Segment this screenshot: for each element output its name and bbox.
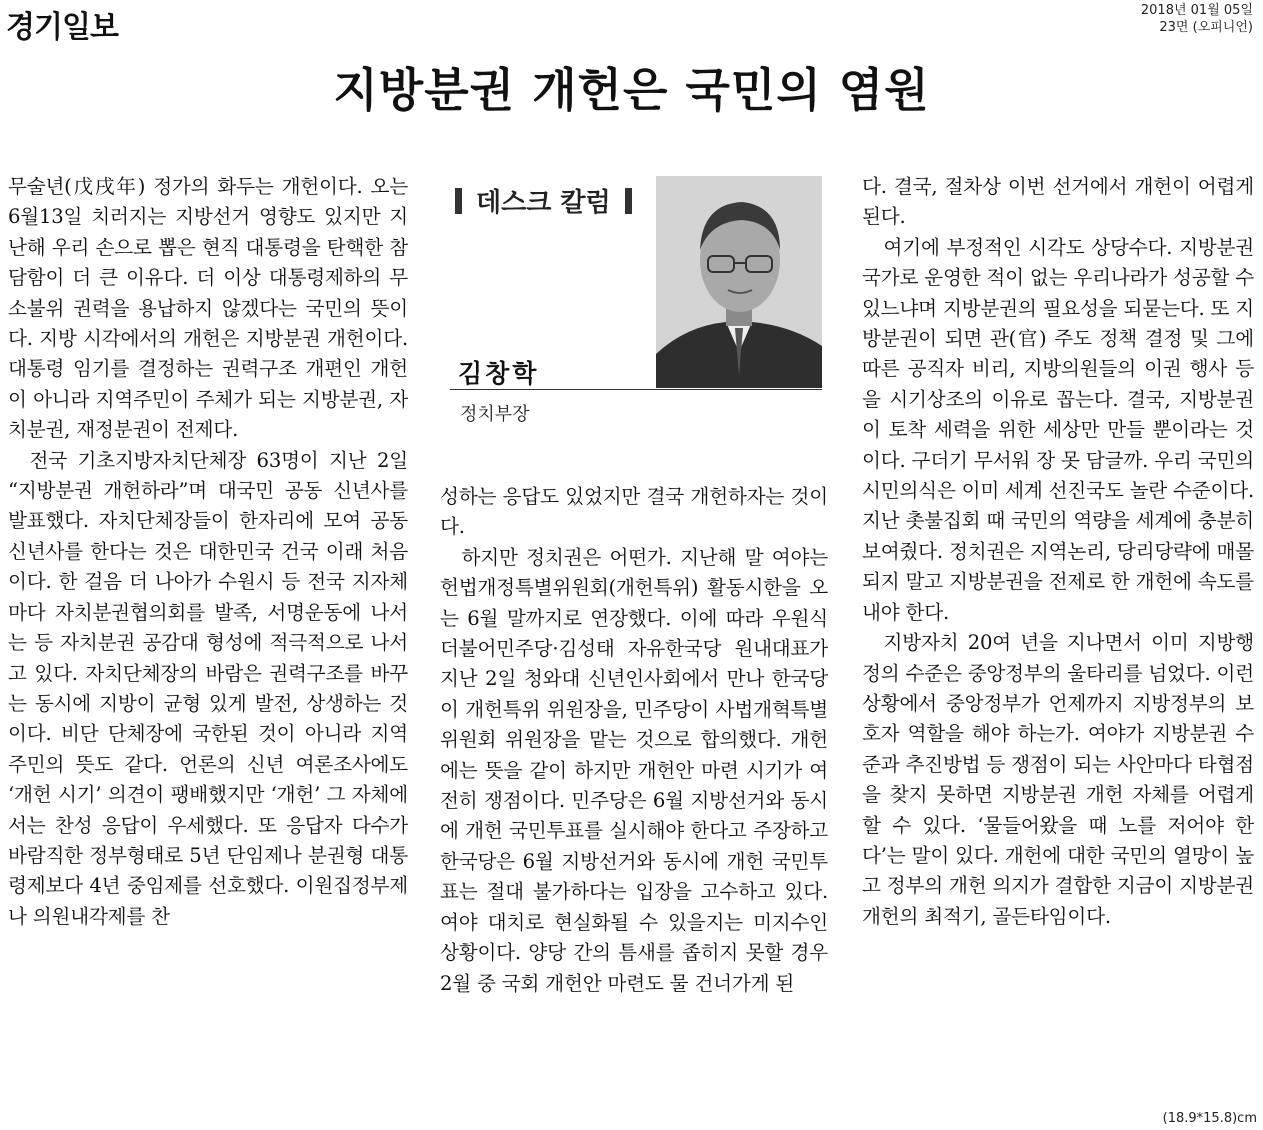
column-label-text: 데스크 칼럼 xyxy=(476,188,611,218)
paragraph: 하지만 정치권은 어떤가. 지난해 말 여야는 헌법개정특별위원회(개헌특위) 활동시한을 오는 6월 말까지로 연장했다. 이에 따라 우원식 더불어민주당·김성태 자유한국당 원내대표가 지난 2일 청와대 신년인사회에서 만나 한국당이 개헌특위 위원장을, 민주당이 사법개혁특별위원회 위원장을 맡는 것으로 합의했다. 개헌에는 뜻을 같이 하지만 개헌안 마련 시기가 여전히 쟁점이다. 민주당은 6월 지방선거와 동시에 개헌 국민투표를 실시해야 한다고 주장하고 한국당은 6월 지방선거와 동시에 개헌 국민투표는 절대 불가하다는 입장을 고수하고 있다. 여야 대치로 현실화될 수 있을지는 미지수인 상황이다. 양당 간의 틈새를 좁히지 못할 경우 2월 중 국회 개헌안 마련도 물 건너가게 된 xyxy=(440,545,828,995)
article-size-note: (18.9*15.8)cm xyxy=(1162,1111,1257,1126)
author-title: 정치부장 xyxy=(460,404,530,425)
label-bar-left xyxy=(455,188,462,214)
column-label xyxy=(455,182,632,219)
paragraph: 여기에 부정적인 시각도 상당수다. 지방분권 국가로 운영한 적이 없는 우리나라가 성공할 수 있느냐며 지방분권의 필요성을 되묻는다. 또 지방분권이 되면 관(官) 주도 정책 결정 및 그에 따른 공직자 비리, 지방의원들의 이권 행사 등을 시기상조의 이유로 꼽는다. 결국, 지방분권이 토착 세력을 위한 세상만 만들 뿐이라는 것이다. 구더기 무서워 장 못 담글까. 우리 국민의 시민의식은 이미 세계 선진국도 놀란 수준이다. 지난 촛불집회 때 국민의 역량을 세계에 충분히 보여줬다. 정치권은 지역논리, 당리당략에 매몰되지 말고 지방분권을 전제로 한 개헌에 속도를 내야 한다. xyxy=(862,235,1254,624)
newspaper-masthead: 경기일보 xyxy=(6,10,118,45)
paragraph: 무술년(戊戌年) 정가의 화두는 개헌이다. 오는 6월13일 치러지는 지방선거 영향도 있지만 지난해 우리 손으로 뽑은 현직 대통령을 탄핵한 참담함이 더 큰 이유다. 더 이상 대통령제하의 무소불위 권력을 용납하지 않겠다는 국민의 뜻이다. 지방 시각에서의 개헌은 지방분권 개헌이다. 대통령 임기를 결정하는 권력구조 개편인 개헌이 아니라 지역주민이 주체가 되는 지방분권, 자치분권, 재정분권이 전제다. xyxy=(8,175,408,442)
label-bar-right xyxy=(625,188,632,214)
paragraph: 지방자치 20여 년을 지나면서 이미 지방행정의 수준은 중앙정부의 울타리를 넘었다. 이런 상황에서 중앙정부가 언제까지 지방정부의 보호자 역할을 해야 하는가. 여야가 지방분권 수준과 추진방법 등 쟁점이 되는 사안마다 타협점을 찾지 못하면 지방분권 개헌 자체를 어렵게 할 수 있다. ‘물들어왔을 때 노를 저어야 한다’는 말이 있다. 개헌에 대한 국민의 열망이 높고 정부의 개헌 의지가 결합한 지금이 지방분권 개헌의 최적기, 골든타임이다. xyxy=(862,631,1254,928)
dateline xyxy=(1141,2,1253,36)
article-column-3 xyxy=(862,172,1254,932)
page-section: 23면 (오피니언) xyxy=(1159,20,1253,35)
paragraph: 성하는 응답도 있었지만 결국 개헌하자는 것이다. xyxy=(440,485,828,539)
paragraph: 전국 기초지방자치단체장 63명이 지난 2일 “지방분권 개헌하라”며 대국민 공동 신년사를 발표했다. 자치단체장들이 한자리에 모여 공동 신년사를 한다는 것은 대한민국 건국 이래 처음이다. 한 걸음 더 나아가 수원시 등 전국 지자체마다 자치분권협의회를 발족, 서명운동에 나서는 등 자치분권 공감대 형성에 적극적으로 나서고 있다. 자치단체장의 바람은 권력구조를 바꾸는 동시에 지방이 균형 있게 발전, 상생하는 것이다. 비단 단체장에 국한된 것이 아니라 지역 주민의 뜻도 같다. 언론의 신년 여론조사에도 ‘개헌 시기’ 의견이 팽배했지만 ‘개헌’ 그 자체에서는 찬성 응답이 우세했다. 또 응답자 다수가 바람직한 정부형태로 5년 단임제나 분권형 대통령제보다 4년 중임제를 선호했다. 이원집정부제나 의원내각제를 찬 xyxy=(8,448,408,928)
author-photo xyxy=(656,176,822,388)
author-divider xyxy=(450,389,822,390)
paragraph: 다. 결국, 절차상 이번 선거에서 개헌이 어렵게 된다. xyxy=(862,175,1254,229)
article-column-1 xyxy=(8,172,408,932)
author-portrait-icon xyxy=(656,176,822,388)
author-name: 김창학 xyxy=(458,359,540,388)
article-headline: 지방분권 개헌은 국민의 염원 xyxy=(333,63,930,117)
article-column-2 xyxy=(440,482,828,999)
publication-date: 2018년 01월 05일 xyxy=(1140,3,1253,18)
